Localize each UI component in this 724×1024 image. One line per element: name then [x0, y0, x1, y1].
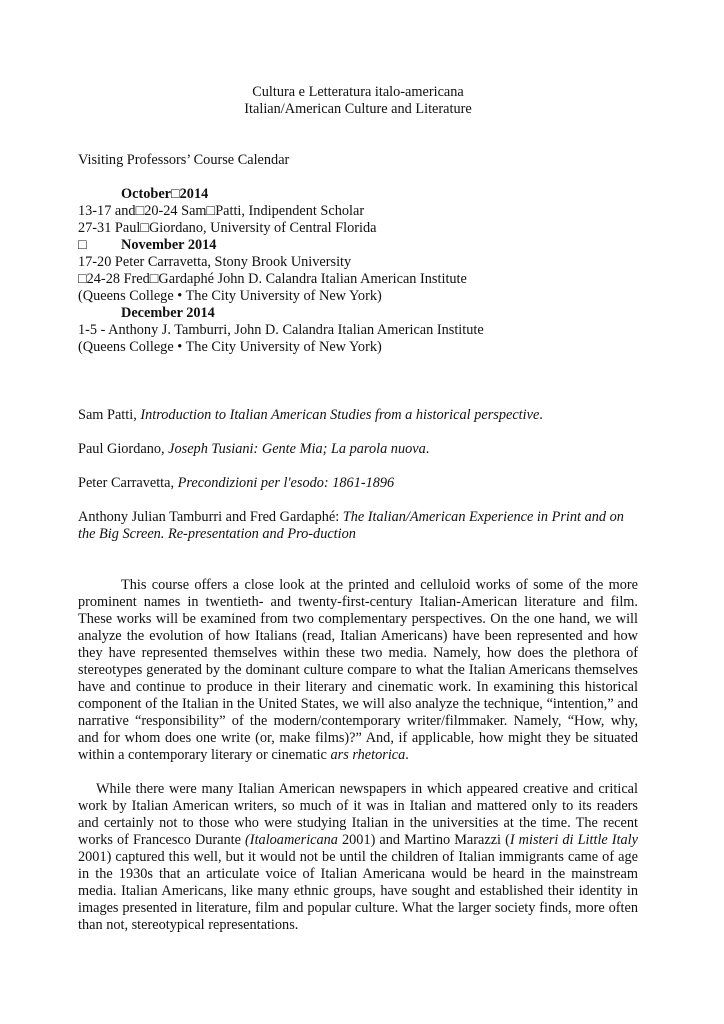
calendar-entry: 1-5 - Anthony J. Tamburri, John D. Calandra Italian American Institute: [78, 322, 484, 338]
course-tail: .: [425, 441, 430, 457]
calendar-entry: 13-17 and□20-24 Sam□Patti, Indipendent Scholar: [78, 203, 365, 219]
description-paragraph-2: [78, 781, 638, 934]
course-title: The Italian/American Experience in Print and on the Big Screen. Re-presentation and Pro-duction: [78, 509, 624, 542]
calendar-entry: (Queens College • The City University of New York): [78, 339, 382, 355]
month-december: December 2014: [121, 305, 215, 321]
document-page: [78, 84, 638, 951]
course-title: Introduction to Italian American Studies from a historical perspective: [140, 407, 540, 423]
calendar-heading: Visiting Professors’ Course Calendar: [78, 152, 290, 168]
course-description: [78, 577, 638, 934]
course-title: Precondizioni per l'esodo: 1861-1896: [177, 475, 395, 491]
description-paragraph-1: [78, 577, 638, 764]
paragraph-text: 2001) and Martino Marazzi (: [337, 832, 510, 848]
course-professor: Peter Carravetta,: [78, 475, 178, 491]
course-list: [78, 407, 638, 543]
calendar-entry: 27-31 Paul□Giordano, University of Central Florida: [78, 220, 377, 236]
course-calendar: [78, 186, 638, 356]
month-november-row: [78, 237, 638, 254]
paragraph-text: 2001) captured this well, but it would not be until the children of Italian immigrants came of age in the 1930s that an articulate voice of Italian Americana would be heard in the mainstream media. Italian Americans, like many ethnic groups, have sought and established their identity in images presented in literature, film and popular culture. What the larger society finds, more often than not, stereotypical representations.: [78, 849, 638, 933]
paragraph-italic: ars rhetorica: [330, 747, 406, 763]
course-tail: .: [539, 407, 543, 423]
course-professor: Sam Patti,: [78, 407, 141, 423]
paragraph-text: This course offers a close look at the printed and celluloid works of some of the more prominent names in twentieth- and twenty-first-century Italian-American literature and film. These works will be examined from two complementary perspectives. On the one hand, we will analyze the evolution of how Italians (read, Italian Americans) have been represented and how they have represented themselves within these two media. Namely, how does the plethora of stereotypes generated by the dominant culture compare to what the Italian Americans themselves have and continue to produce in their literary and cinematic work. In examining this historical component of the Italian in the United States, we will also analyze the technique, “intention,” and narrative “responsibility” of the modern/contemporary writer/filmmaker. Namely, “How, why, and for whom does one write (or, make films)?” And, if applicable, how might they be situated within a contemporary literary or cinematic: [78, 577, 638, 763]
course-title: Joseph Tusiani: Gente Mia; La parola nuova: [168, 441, 426, 457]
month-november: November 2014: [121, 237, 217, 253]
paragraph-text: While there were many Italian American newspapers in which appeared creative and critical work by Italian American writers, so much of it was in Italian and mattered only to its readers and certainly not to those who were studying Italian in the universities at the time. The recent works of Francesco Durante: [78, 781, 638, 848]
course-professor: Paul Giordano,: [78, 441, 169, 457]
course-item: [78, 475, 638, 492]
missing-glyph-box: □: [78, 237, 87, 253]
calendar-entry: □24-28 Fred□Gardaphé John D. Calandra Italian American Institute: [78, 271, 467, 287]
course-professor: Anthony Julian Tamburri and Fred Gardaphé:: [78, 509, 343, 525]
course-item: [78, 407, 638, 424]
paragraph-text: .: [405, 747, 409, 763]
title-italian: Cultura e Letteratura italo-americana: [252, 84, 464, 100]
paragraph-italic: (Italoamericana: [245, 832, 338, 848]
calendar-entry: 17-20 Peter Carravetta, Stony Brook University: [78, 254, 352, 270]
title-english: Italian/American Culture and Literature: [244, 101, 472, 117]
paragraph-italic: I misteri di Little Italy: [509, 832, 639, 848]
course-item: [78, 441, 638, 458]
calendar-entry: (Queens College • The City University of New York): [78, 288, 382, 304]
month-october: October□2014: [121, 186, 209, 202]
course-item: [78, 509, 638, 543]
